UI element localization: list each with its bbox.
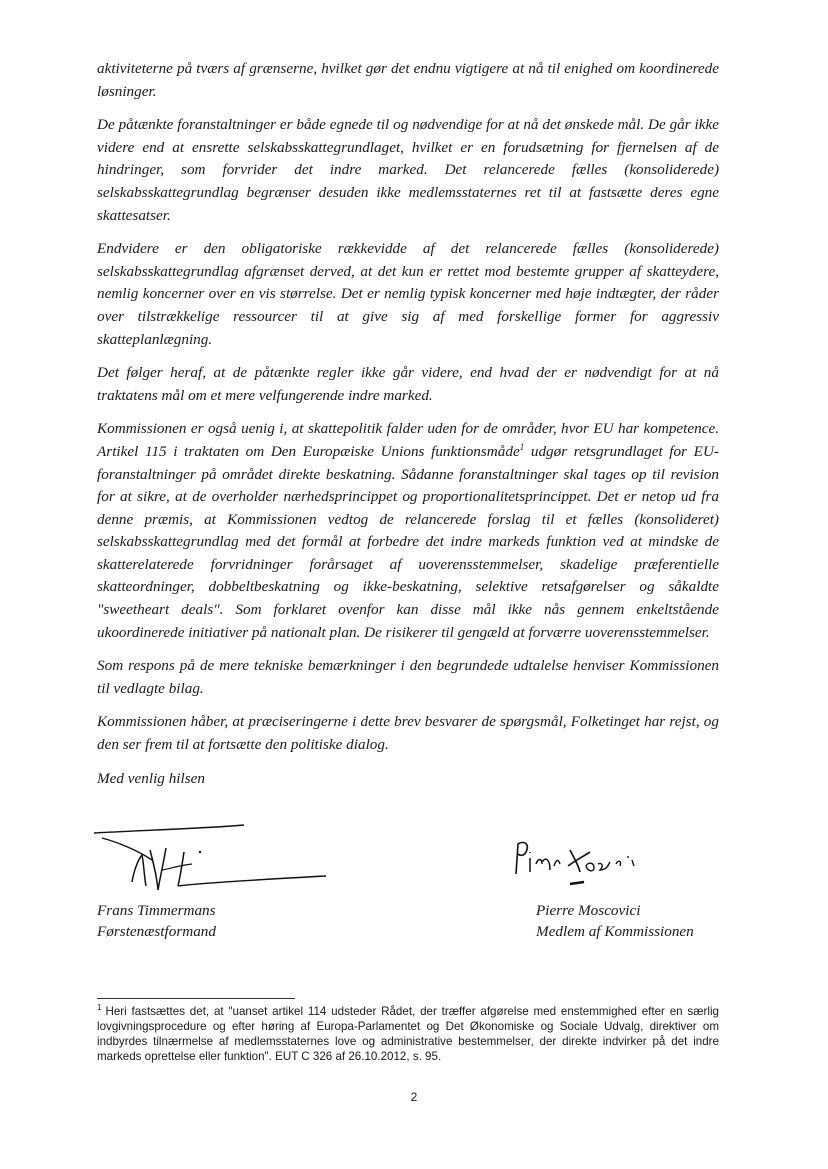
paragraph-6: Som respons på de mere tekniske bemærkninger i den begrundede udtalelse henviser Kommissionen til vedlagte bilag. [97, 657, 719, 697]
footnote [97, 1004, 719, 1064]
paragraph-5-part-a: Kommissionen er også uenig i, at skattepolitik falder uden for de områder, hvor EU har kompetence. Artikel 115 i traktaten om Den Europæiske Unions funktionsmåde [97, 420, 719, 460]
closing-salutation: Med venlig hilsen [97, 769, 205, 787]
footnote-separator [97, 998, 295, 999]
signatory-left-title: Førstenæstformand [97, 923, 216, 940]
signature-moscovici [512, 836, 652, 891]
signatory-right [536, 900, 694, 942]
signatory-right-name: Pierre Moscovici [536, 902, 641, 919]
paragraph-5-part-b: udgør retsgrundlaget for EU-foranstaltninger på området direkte beskatning. Sådanne foranstaltninger skal tages op til revision for at sikre, at de overholder nærhedsprincippet og proportionalitetsprincippet. Det er netop ud fra denne præmis, at Kommissionen vedtog de relancerede forslag til et fælles (konsolideret) selskabsskattegrundlag med det formål at forbedre det indre markeds funktion ved at mindske de skatterelaterede forvridninger forårsaget af uoverensstemmelser, skadelige præferentielle skatteordninger, dobbeltbeskatning og ikke-beskatning, selektive retsafgørelser og såkaldte "sweetheart deals". Som forklaret ovenfor kan disse mål ikke nås gennem enkeltstående ukoordinerede initiativer på nationalt plan. De risikerer til gengæld at forværre uoverensstemmelser. [97, 442, 719, 641]
paragraph-1: aktiviteterne på tværs af grænserne, hvilket gør det endnu vigtigere at nå til enighed om koordinerede løsninger. [97, 60, 719, 100]
footnote-number: 1 [97, 1003, 102, 1013]
signatory-left-name: Frans Timmermans [97, 902, 216, 919]
paragraph-7: Kommissionen håber, at præciseringerne i dette brev besvarer de spørgsmål, Folketinget har rejst, og den ser frem til at fortsætte den politiske dialog. [97, 713, 719, 754]
signature-timmermans [92, 820, 352, 895]
page-number: 2 [410, 1090, 418, 1104]
footnote-reference[interactable]: 1 [519, 441, 525, 452]
paragraph-3: Endvidere er den obligatoriske rækkevidde af det relancerede fælles (konsoliderede) selskabsskattegrundlag afgrænset derved, at det kun er rettet mod bestemte grupper af skatteydere, nemlig koncerner over en vis størrelse. Det er nemlig typisk koncerner med høje indtægter, der råder over tilstrækkelige ressourcer til at give sig af med forskellige former for aggressiv skatteplanlægning. [97, 240, 719, 348]
paragraph-2: De påtænkte foranstaltninger er både egnede til og nødvendige for at nå det ønskede mål. De går ikke videre end at ensrette selskabsskattegrundlaget, hvilket er en forudsætning for fjernelsen af de hindringer, som forvrider det indre marked. Det relancerede fælles (konsoliderede) selskabsskattegrundlag begrænser desuden ikke medlemsstaternes ret til at fastsætte deres egne skattesatser. [97, 116, 719, 224]
paragraph-4: Det følger heraf, at de påtænkte regler ikke går videre, end hvad der er nødvendigt for at nå traktatens mål om et mere velfungerende indre marked. [97, 364, 719, 404]
letter-body [97, 58, 719, 801]
signatory-right-title: Medlem af Kommissionen [536, 923, 694, 940]
paragraph-5 [97, 418, 719, 644]
signatory-left [97, 900, 216, 942]
footnote-text: Heri fastsættes det, at "uanset artikel 114 udsteder Rådet, der træffer afgørelse med enstemmighed efter en særlig lovgivningsprocedure og efter høring af Europa-Parlamentet og Det Økonomiske og Sociale Udvalg, direktiver om indbyrdes tilnærmelse af medlemsstaternes love og administrative bestemmelser, der direkte indvirker på det indre markeds oprettelse eller funktion". EUT C 326 af 26.10.2012, s. 95. [97, 1005, 719, 1063]
